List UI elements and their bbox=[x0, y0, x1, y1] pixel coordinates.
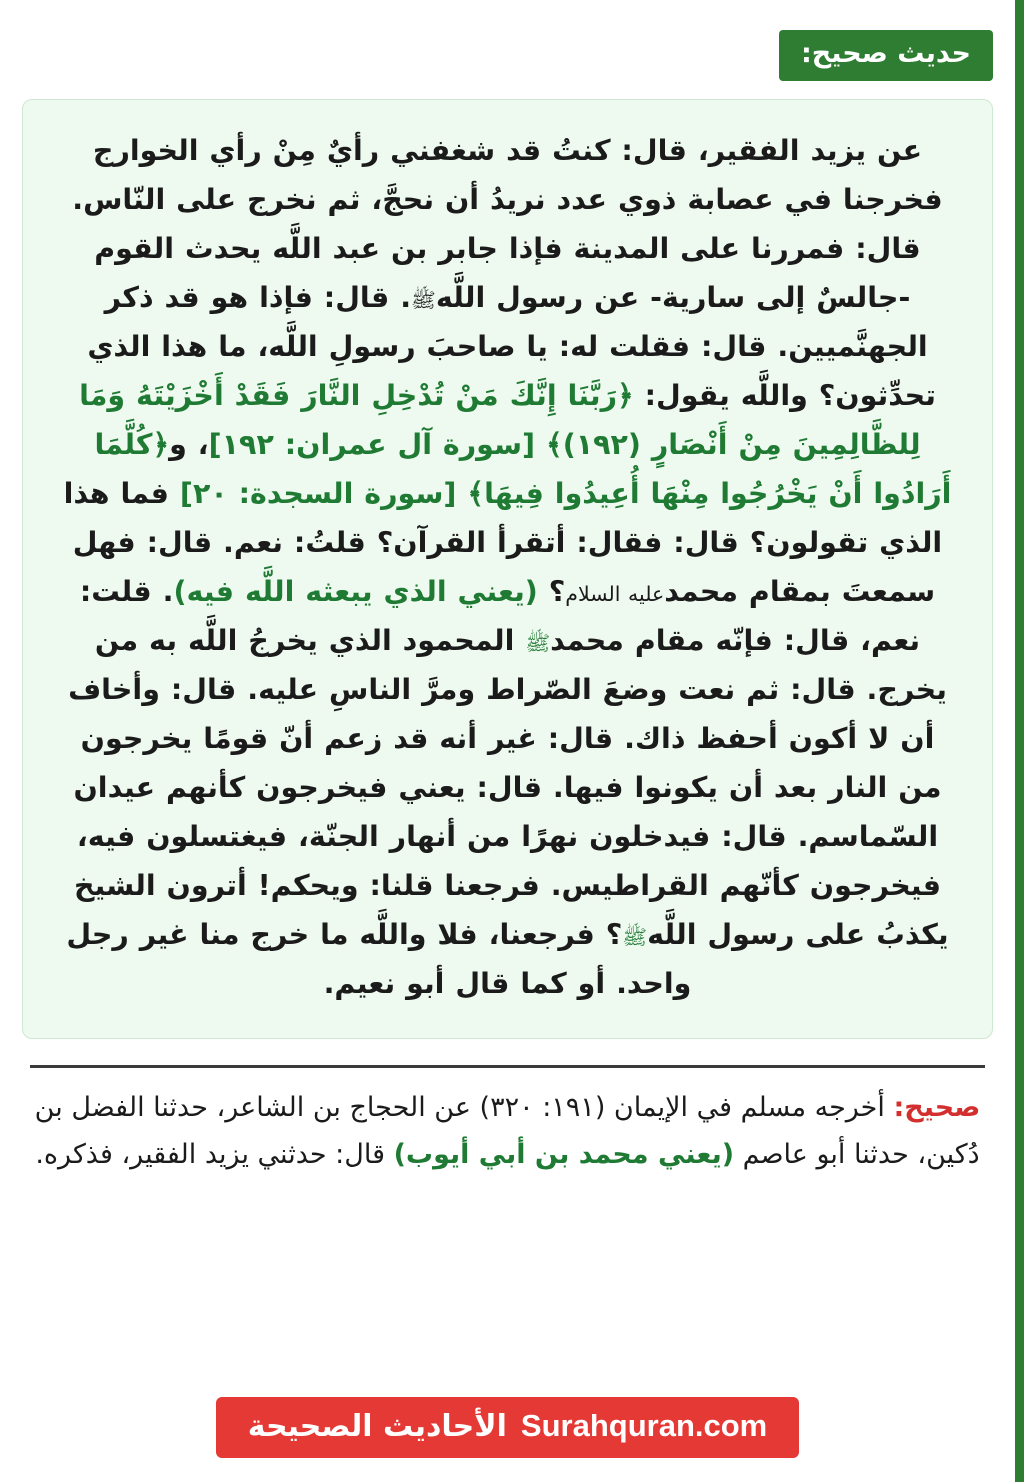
hadith-parenthetical-1: (يعني الذي يبعثه اللَّه فيه) bbox=[173, 574, 538, 608]
hadith-part-2: . قال: فإذا هو قد ذكر الجهنَّميين. قال: فقلت له: يا صاحبَ رسولِ اللَّه، ما هذا الذي تحدِّثون؟ واللَّه يقول: bbox=[87, 280, 936, 412]
quran-quote-1: ﴿رَبَّنَا إِنَّكَ مَنْ تُدْخِلِ النَّارَ فَقَدْ أَخْزَيْتَهُ وَمَا لِلظَّالِمِينَ مِنْ أَنْصَارٍ (١٩٢)﴾ bbox=[79, 378, 921, 461]
quran-reference-1: [سورة آل عمران: ١٩٢] bbox=[208, 427, 536, 461]
section-divider bbox=[30, 1065, 985, 1068]
site-name[interactable]: Surahquran.com bbox=[520, 1408, 768, 1443]
salla-allahu-alayhi-wasallam-icon-3: ﷺ bbox=[622, 924, 648, 949]
hadith-part-5: . قلت: نعم، قال: فإنّه مقام محمد bbox=[79, 574, 921, 657]
salla-allahu-alayhi-wasallam-icon-2: ﷺ bbox=[525, 630, 551, 655]
quran-quote-2: ﴿كُلَّمَا أَرَادُوا أَنْ يَخْرُجُوا مِنْهَا أُعِيدُوا فِيهَا﴾ bbox=[94, 427, 952, 510]
hadith-part-4: ؟ bbox=[548, 574, 566, 608]
footer-wrap bbox=[0, 1397, 1015, 1482]
quran-reference-2: [سورة السجدة: ٢٠] bbox=[179, 476, 457, 510]
hadith-part-1: عن يزيد الفقير، قال: كنتُ قد شغفني رأيٌ مِنْ رأي الخوارج فخرجنا في عصابة ذوي عدد نريدُ أن نحجَّ، ثم نخرج على النّاس. قال: فمررنا على المدينة فإذا جابر بن عبد اللَّه يحدث القوم -جالسٌ إلى سارية- عن رسول اللَّه bbox=[72, 133, 943, 314]
hadith-conjunction: ، و bbox=[169, 427, 209, 461]
hadith-part-6: المحمود الذي يخرجُ اللَّه به من يخرج. قال: ثم نعت وضعَ الصّراط ومرَّ الناسِ عليه. قال: وأخاف أن لا أكون أحفظ ذاك. قال: غير أنه قد زعم أنّ قومًا يخرجون من النار بعد أن يكونوا فيها. قال: يعني فيخرجون كأنهم عيدان السّماسم. قال: فيدخلون نهرًا من أنهار الجنّة، فيغتسلون فيه، فيخرجون كأنّهم القراطيس. فرجعنا قلنا: ويحكم! أترون الشيخ يكذبُ على رسول اللَّه bbox=[68, 623, 949, 951]
grading-label: صحيح: bbox=[893, 1091, 981, 1123]
takhreej-parenthetical: (يعني محمد بن أبي أيوب) bbox=[393, 1139, 735, 1171]
hadith-part-3: فما هذا الذي تقولون؟ قال: فقال: أتقرأ القرآن؟ قلتُ: نعم. قال: فهل سمعتَ بمقام محمد bbox=[63, 476, 943, 608]
salla-allahu-alayhi-wasallam-icon: ﷺ bbox=[411, 287, 436, 312]
status-badge: حديث صحيح: bbox=[779, 30, 993, 81]
hadith-text bbox=[57, 126, 958, 1008]
site-footer-bar[interactable] bbox=[216, 1397, 800, 1458]
grading-section bbox=[34, 1084, 981, 1179]
header-row bbox=[0, 0, 1015, 81]
site-tagline: الأحاديث الصحيحة bbox=[247, 1409, 507, 1444]
takhreej-text-before: أخرجه مسلم في الإيمان (١٩١: ٣٢٠) عن الحجاج بن الشاعر، حدثنا الفضل بن دُكين، حدثنا أبو عاصم bbox=[34, 1091, 980, 1171]
alayhi-assalam-icon: عليه السلام bbox=[565, 581, 665, 606]
takhreej-text-after: قال: حدثني يزيد الفقير، فذكره. bbox=[35, 1139, 385, 1171]
hadith-part-7: ؟ فرجعنا، فلا واللَّه ما خرج منا غير رجل واحد. أو كما قال أبو نعيم. bbox=[66, 917, 692, 1000]
hadith-card bbox=[22, 99, 993, 1039]
